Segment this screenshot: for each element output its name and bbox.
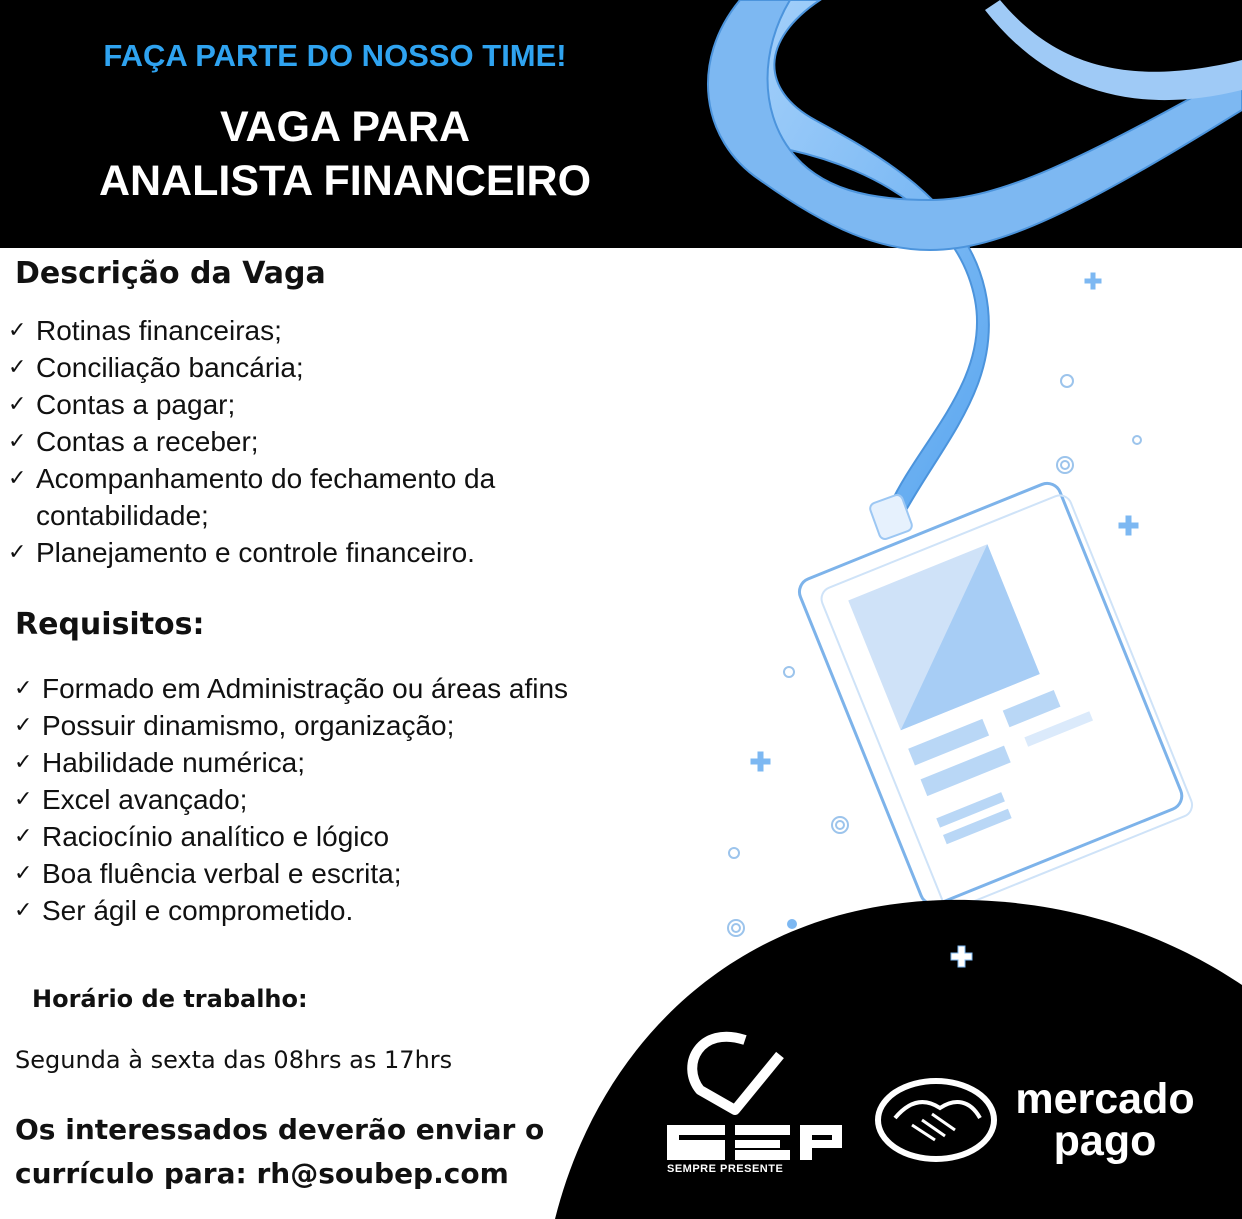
check-icon: ✓ (8, 318, 27, 343)
check-icon: ✓ (8, 429, 27, 454)
list-item: ✓ Rotinas financeiras; (8, 312, 568, 349)
contact-line-1: Os interessados deverão enviar o (15, 1113, 545, 1146)
check-icon: ✓ (14, 676, 33, 701)
check-icon: ✓ (8, 540, 27, 565)
list-item: ✓ Possuir dinamismo, organização; (14, 707, 654, 744)
check-icon: ✓ (8, 466, 27, 491)
list-item: ✓ Habilidade numérica; (14, 744, 654, 781)
list-item: ✓ Contas a receber; (8, 423, 568, 460)
check-icon: ✓ (14, 787, 33, 812)
check-icon: ✓ (8, 392, 27, 417)
list-item: ✓ Excel avançado; (14, 781, 654, 818)
list-item: ✓ Acompanhamento do fechamento da contabilidade; (8, 460, 568, 534)
description-heading: Descrição da Vaga (15, 256, 326, 291)
check-icon: ✓ (14, 713, 33, 738)
check-icon: ✓ (8, 355, 27, 380)
id-badge (795, 477, 1195, 919)
contact-line-2: currículo para: rh@soubep.com (15, 1157, 509, 1190)
list-item: ✓ Planejamento e controle financeiro. (8, 534, 568, 571)
title-line-1: VAGA PARA (219, 103, 471, 151)
list-item: ✓ Contas a pagar; (8, 386, 568, 423)
check-icon: ✓ (14, 898, 33, 923)
list-item: ✓ Conciliação bancária; (8, 349, 568, 386)
mercado-pago-wordmark: mercado pago (1015, 1075, 1195, 1165)
schedule-text: Segunda à sexta das 08hrs as 17hrs (15, 1046, 453, 1074)
list-item: ✓ Raciocínio analítico e lógico (14, 818, 654, 855)
logo-backdrop (555, 900, 1242, 1219)
requirements-heading: Requisitos: (15, 607, 205, 642)
plus-sparkle (1084, 272, 1102, 290)
list-item: ✓ Formado em Administração ou áreas afins (14, 670, 654, 707)
list-item: ✓ Boa fluência verbal e escrita; (14, 855, 654, 892)
tagline: FAÇA PARTE DO NOSSO TIME! (103, 38, 567, 73)
schedule-heading: Horário de trabalho: (32, 985, 308, 1013)
check-icon: ✓ (14, 824, 33, 849)
page-title (0, 100, 690, 208)
check-icon: ✓ (14, 750, 33, 775)
plus-sparkle (750, 751, 771, 772)
plus-sparkle (1118, 515, 1139, 536)
title-line-2: ANALISTA FINANCEIRO (98, 157, 592, 205)
bep-tagline: SEMPRE PRESENTE (667, 1163, 784, 1175)
list-item: ✓ Ser ágil e comprometido. (14, 892, 654, 929)
check-icon: ✓ (14, 861, 33, 886)
description-list (8, 312, 568, 571)
requirements-list (14, 670, 654, 929)
contact-cta (15, 1108, 544, 1196)
